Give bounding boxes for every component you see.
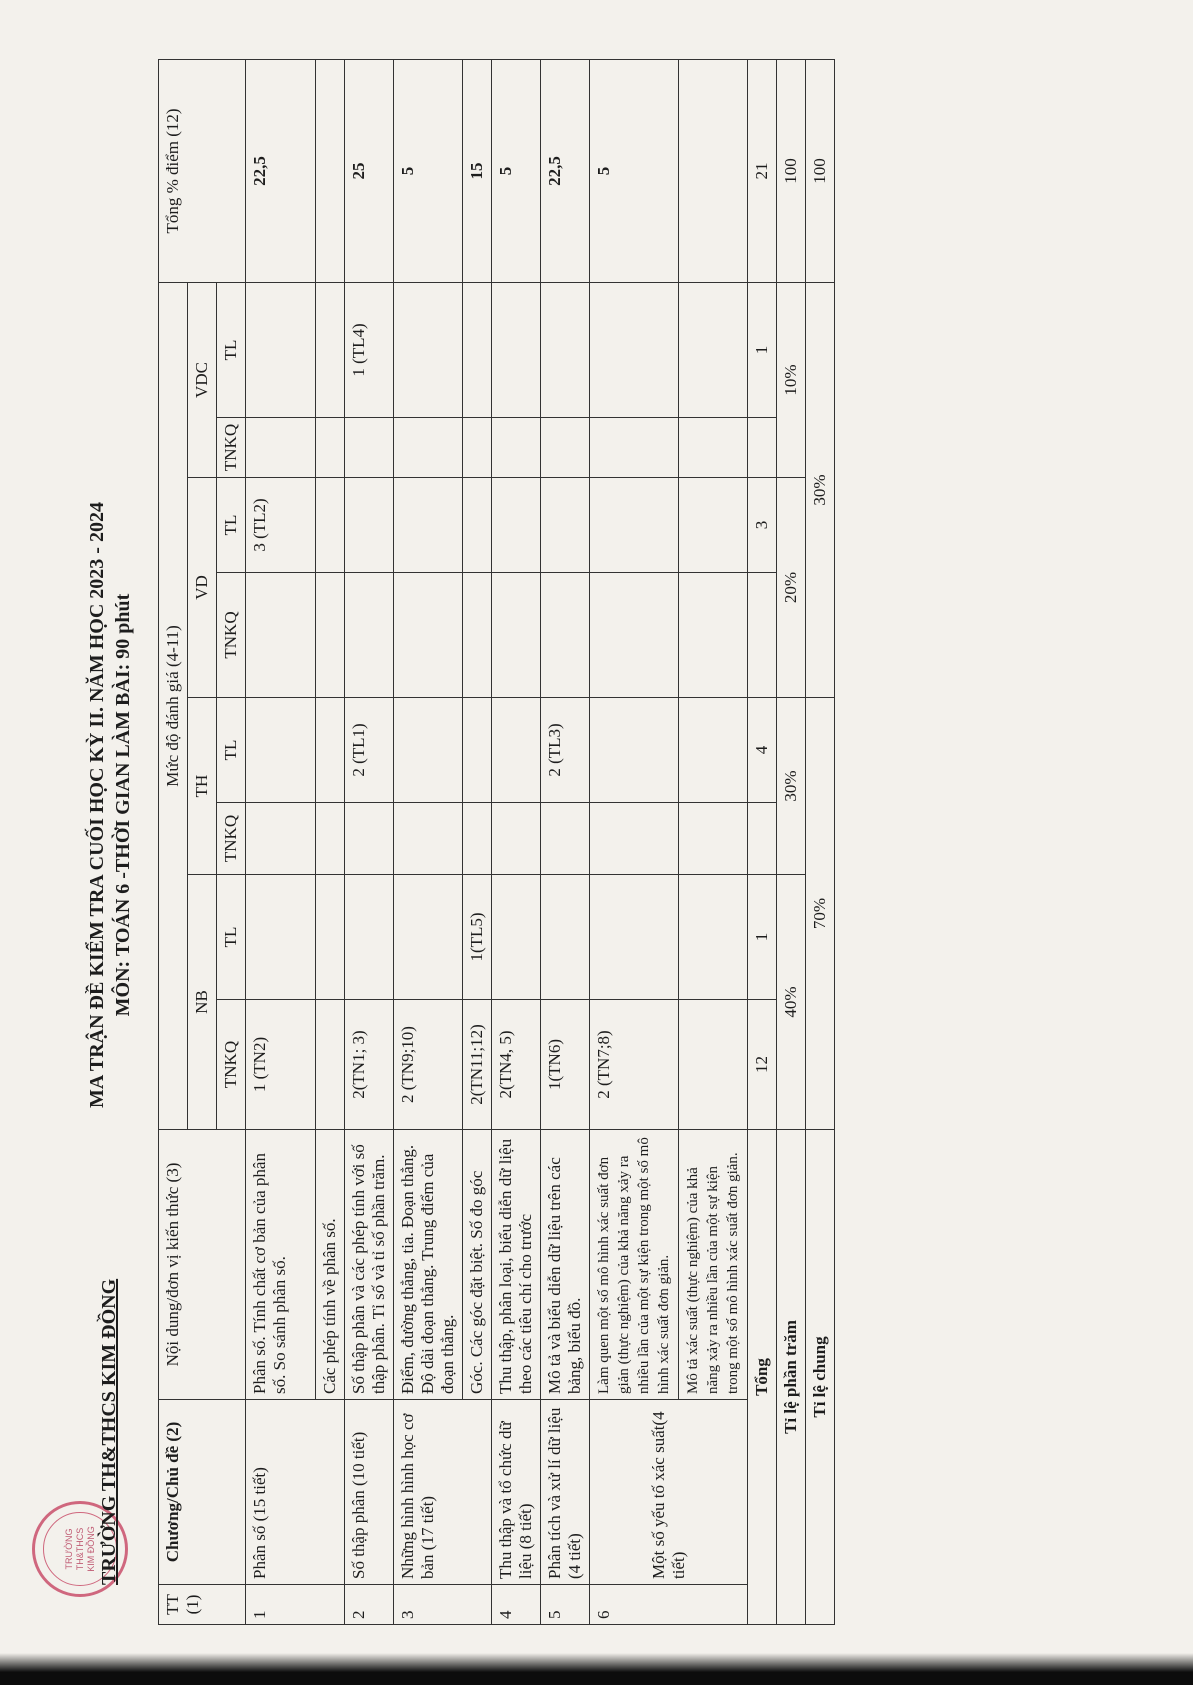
- header-vd: VD: [188, 478, 217, 698]
- cell-nb-tl: [246, 875, 316, 1000]
- sum-nb-tnkq: 12: [748, 1000, 777, 1130]
- cell-vd-tnkq: [492, 573, 541, 698]
- cell-vdc-tnkq: [345, 418, 394, 478]
- sub-vdc-tl: TL: [217, 282, 246, 417]
- sum-vdc-tl: 1: [748, 282, 777, 417]
- cell-vd-tnkq: [463, 573, 492, 698]
- sum-vdc-tnkq: [748, 418, 777, 478]
- cell-vdc-tnkq: [463, 418, 492, 478]
- header-content: Nội dung/đơn vị kiến thức (3): [159, 1130, 246, 1400]
- cell-vdc-tl: [590, 282, 679, 417]
- header-row-1: [159, 59, 188, 1624]
- cell-vd-tnkq: [246, 573, 316, 698]
- cell-th-tnkq: [246, 803, 316, 875]
- cell-vdc-tnkq: [394, 418, 463, 478]
- cell-vd-tnkq: [345, 573, 394, 698]
- cell-total: 15: [463, 59, 492, 282]
- cell-vdc-tl: 1 (TL4): [345, 282, 394, 417]
- cell-vdc-tl: [316, 282, 345, 417]
- sum-nb-tl: 1: [748, 875, 777, 1000]
- cell-nb-tnkq: 1(TN6): [541, 1000, 590, 1130]
- cell-nb-tnkq: 1 (TN2): [246, 1000, 316, 1130]
- sub-vd-tnkq: TNKQ: [217, 573, 246, 698]
- sum-label: Tổng: [748, 1130, 777, 1625]
- cell-th-tnkq: [345, 803, 394, 875]
- cell-th-tl: [463, 698, 492, 803]
- cell-content: Góc. Các góc đặt biệt. Số đo góc: [463, 1130, 492, 1400]
- cell-th-tnkq: [463, 803, 492, 875]
- cell-nb-tnkq: [679, 1000, 748, 1130]
- table-row: [463, 59, 492, 1624]
- scan-bottom-edge: [0, 1653, 1193, 1685]
- cell-th-tnkq: [679, 803, 748, 875]
- cell-content: Số thập phân và các phép tính với số thập phân. Tỉ số và tỉ số phần trăm.: [345, 1130, 394, 1400]
- cell-topic: Số thập phân (10 tiết): [345, 1400, 394, 1585]
- cell-nb-tnkq: 2(TN11;12): [463, 1000, 492, 1130]
- cell-content: Mô tả xác suất (thực nghiệm) của khả năng xảy ra nhiều lần của một sự kiện trong một số mô hình xác suất đơn giản.: [679, 1130, 748, 1400]
- cell-content: Các phép tính về phân số.: [316, 1130, 345, 1400]
- cell-th-tnkq: [541, 803, 590, 875]
- cell-vd-tl: [492, 478, 541, 573]
- cell-total: [316, 59, 345, 282]
- cell-vdc-tl: [463, 282, 492, 417]
- cell-th-tl: 2 (TL1): [345, 698, 394, 803]
- header-nb: NB: [188, 875, 217, 1130]
- sub-th-tnkq: TNKQ: [217, 803, 246, 875]
- cell-total: [679, 59, 748, 282]
- cell-topic: Thu thập và tổ chức dữ liệu (8 tiết): [492, 1400, 541, 1585]
- table-row: [590, 59, 679, 1624]
- sum-vd-tl: 3: [748, 478, 777, 573]
- cell-vdc-tl: [394, 282, 463, 417]
- header-th: TH: [188, 698, 217, 875]
- cell-vdc-tl: [541, 282, 590, 417]
- cell-nb-tl: [345, 875, 394, 1000]
- percent-th: 30%: [777, 698, 806, 875]
- document-subtitle: MÔN: TOÁN 6 -THỜI GIAN LÀM BÀI: 90 phút: [112, 593, 134, 1017]
- cell-tt: 5: [541, 1585, 590, 1625]
- cell-vdc-tnkq: [590, 418, 679, 478]
- document-title: MA TRẬN ĐỀ KIỂM TRA CUỐI HỌC KỲ II. NĂM HỌC 2023 - 2024: [86, 502, 108, 1108]
- cell-th-tl: [246, 698, 316, 803]
- cell-content: Điểm, đường thẳng, tia. Đoạn thẳng. Độ dài đoạn thẳng. Trung điểm của đoạn thẳng.: [394, 1130, 463, 1400]
- cell-th-tl: [679, 698, 748, 803]
- cell-tt: 6: [590, 1585, 748, 1625]
- percent-nb: 40%: [777, 875, 806, 1130]
- cell-nb-tl: [679, 875, 748, 1000]
- cell-topic: Những hình hình học cơ bản (17 tiết): [394, 1400, 492, 1585]
- cell-nb-tnkq: 2 (TN7;8): [590, 1000, 679, 1130]
- cell-vd-tl: [541, 478, 590, 573]
- cell-tt: 2: [345, 1585, 394, 1625]
- cell-vdc-tnkq: [316, 418, 345, 478]
- table-row: [492, 59, 541, 1624]
- cell-nb-tl: 1(TL5): [463, 875, 492, 1000]
- header-total: Tổng % điểm (12): [159, 59, 246, 282]
- cell-nb-tnkq: 2(TN1; 3): [345, 1000, 394, 1130]
- cell-content: Phân số. Tính chất cơ bản của phân số. So sánh phân số.: [246, 1130, 316, 1400]
- sub-vdc-tnkq: TNKQ: [217, 418, 246, 478]
- header-level: Mức độ đánh giá (4-11): [159, 282, 188, 1129]
- percent-total: 100: [777, 59, 806, 282]
- document-page: [63, 60, 1118, 1625]
- cell-nb-tnkq: 2(TN4, 5): [492, 1000, 541, 1130]
- general-row: [806, 59, 835, 1624]
- cell-th-tnkq: [590, 803, 679, 875]
- header-vdc: VDC: [188, 282, 217, 477]
- cell-vd-tl: [463, 478, 492, 573]
- cell-nb-tl: [590, 875, 679, 1000]
- sum-th-tnkq: [748, 803, 777, 875]
- cell-vdc-tnkq: [541, 418, 590, 478]
- table-row: [394, 59, 463, 1624]
- assessment-matrix-table: [158, 59, 835, 1625]
- stamp-text: TRƯỜNG TH&THCS KIM ĐỒNG: [63, 1526, 96, 1572]
- cell-vd-tnkq: [316, 573, 345, 698]
- general-total: 100: [806, 59, 835, 282]
- cell-th-tl: [590, 698, 679, 803]
- sum-row: [748, 59, 777, 1624]
- table-row: [679, 59, 748, 1624]
- cell-total: 22,5: [246, 59, 316, 282]
- sub-nb-tl: TL: [217, 875, 246, 1000]
- cell-vdc-tnkq: [246, 418, 316, 478]
- cell-total: 25: [345, 59, 394, 282]
- title-block: [84, 425, 136, 1185]
- cell-th-tnkq: [492, 803, 541, 875]
- school-name: TRƯỜNG TH&THCS KIM ĐỒNG: [98, 1278, 120, 1585]
- cell-total: 22,5: [541, 59, 590, 282]
- cell-tt: 3: [394, 1585, 492, 1625]
- cell-th-tl: [394, 698, 463, 803]
- general-label: Tỉ lệ chung: [806, 1130, 835, 1625]
- cell-total: 5: [590, 59, 679, 282]
- sum-total: 21: [748, 59, 777, 282]
- cell-vd-tl: [394, 478, 463, 573]
- cell-vd-tl: [590, 478, 679, 573]
- cell-vd-tnkq: [679, 573, 748, 698]
- table-row: [316, 59, 345, 1624]
- cell-topic: Phân tích và xử lí dữ liệu (4 tiết): [541, 1400, 590, 1585]
- cell-nb-tl: [492, 875, 541, 1000]
- cell-vd-tnkq: [590, 573, 679, 698]
- percent-row: [777, 59, 806, 1624]
- cell-nb-tnkq: 2 (TN9;10): [394, 1000, 463, 1130]
- cell-total: 5: [492, 59, 541, 282]
- cell-topic: Phân số (15 tiết): [246, 1400, 345, 1585]
- cell-vdc-tl: [246, 282, 316, 417]
- cell-nb-tl: [394, 875, 463, 1000]
- cell-vd-tl: [679, 478, 748, 573]
- cell-tt: 4: [492, 1585, 541, 1625]
- cell-content: Làm quen một số mô hình xác suất đơn giản (thực nghiệm) của khả năng xảy ra nhiều lần của một sự kiện trong một số mô hình xác suất đơn giản.: [590, 1130, 679, 1400]
- percent-vd: 20%: [777, 478, 806, 698]
- cell-th-tnkq: [316, 803, 345, 875]
- cell-topic: Một số yếu tố xác suất(4 tiết): [590, 1400, 748, 1585]
- table-row: [345, 59, 394, 1624]
- general-a: 70%: [806, 698, 835, 1130]
- cell-content: Mô tả và biểu diễn dữ liệu trên các bảng, biểu đồ.: [541, 1130, 590, 1400]
- cell-nb-tl: [316, 875, 345, 1000]
- table-row: [246, 59, 316, 1624]
- cell-nb-tnkq: [316, 1000, 345, 1130]
- cell-vd-tl: [345, 478, 394, 573]
- cell-vd-tl: 3 (TL2): [246, 478, 316, 573]
- table-row: [541, 59, 590, 1624]
- cell-tt: 1: [246, 1585, 345, 1625]
- cell-th-tl: [492, 698, 541, 803]
- cell-th-tnkq: [394, 803, 463, 875]
- cell-vd-tl: [316, 478, 345, 573]
- cell-vdc-tl: [679, 282, 748, 417]
- cell-content: Thu thập, phân loại, biểu diễn dữ liệu theo các tiêu chí cho trước: [492, 1130, 541, 1400]
- percent-vdc: 10%: [777, 282, 806, 477]
- cell-th-tl: 2 (TL3): [541, 698, 590, 803]
- sub-vd-tl: TL: [217, 478, 246, 573]
- sub-th-tl: TL: [217, 698, 246, 803]
- sub-nb-tnkq: TNKQ: [217, 1000, 246, 1130]
- percent-label: Tỉ lệ phần trăm: [777, 1130, 806, 1625]
- cell-nb-tl: [541, 875, 590, 1000]
- general-b: 30%: [806, 282, 835, 697]
- header-topic: Chương/Chủ đề (2): [159, 1400, 246, 1585]
- cell-th-tl: [316, 698, 345, 803]
- cell-vd-tnkq: [394, 573, 463, 698]
- cell-vd-tnkq: [541, 573, 590, 698]
- sum-vd-tnkq: [748, 573, 777, 698]
- header-tt: TT (1): [159, 1585, 246, 1625]
- sum-th-tl: 4: [748, 698, 777, 803]
- cell-vdc-tnkq: [492, 418, 541, 478]
- cell-vdc-tl: [492, 282, 541, 417]
- cell-vdc-tnkq: [679, 418, 748, 478]
- cell-total: 5: [394, 59, 463, 282]
